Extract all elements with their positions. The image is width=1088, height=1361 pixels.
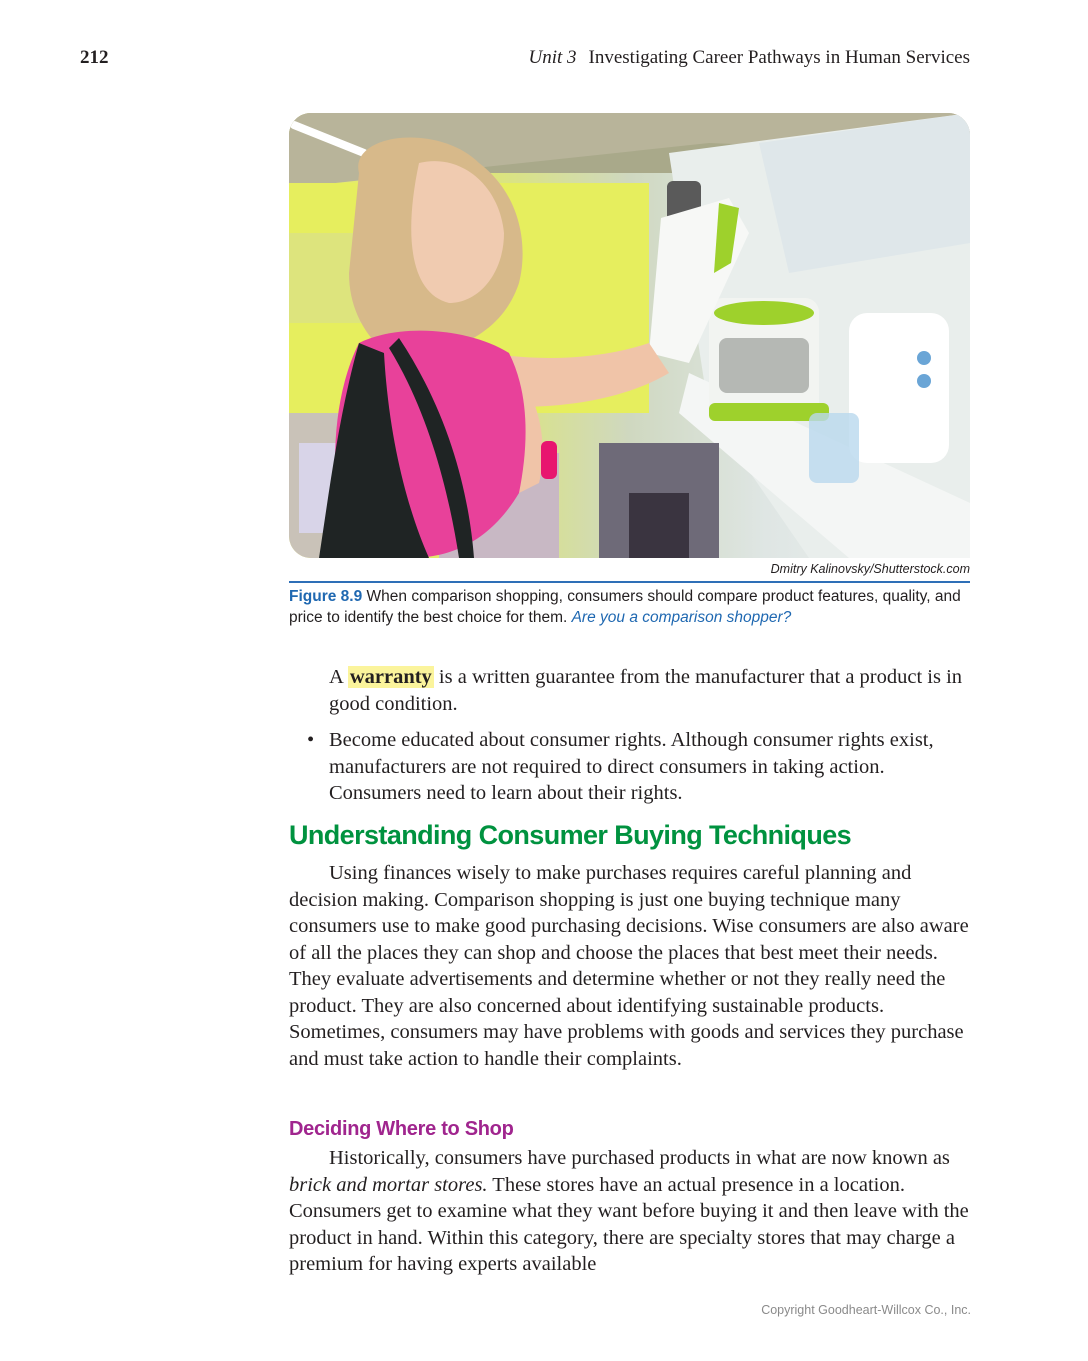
unit-label: Unit 3 xyxy=(528,47,577,68)
figure-label: Figure 8.9 xyxy=(289,588,363,605)
bullet-list-item xyxy=(307,727,979,807)
figure-photo xyxy=(289,113,970,558)
caption-rule xyxy=(289,581,970,583)
paragraph-start: Historically, consumers have purchased products in what are now known as xyxy=(329,1147,950,1169)
warranty-prefix: A xyxy=(329,666,348,688)
section-paragraph: Using finances wisely to make purchases requires careful planning and decision making. Comparison shopping is just one buying technique many consumers use to make good purchasing decisions. Wise consumers are also aware of all the places they can shop and choose the places that best meet their needs. They evaluate advertisements and determine whether or not they really need the product. They are also concerned about identifying sustainable products. Sometimes, consumers may have problems with goods and services they purchase and must take action to handle their complaints. xyxy=(289,862,969,1070)
key-term-brick-and-mortar: brick and mortar stores. xyxy=(289,1173,488,1196)
page-header xyxy=(80,47,970,75)
warranty-term[interactable]: warranty xyxy=(349,666,432,688)
bullet-text: Become educated about consumer rights. Although consumer rights exist, manufacturers are not required to direct consumers in taking action. Consumers need to learn about their rights. xyxy=(329,729,934,804)
unit-title: Investigating Career Pathways in Human Services xyxy=(588,47,970,68)
warranty-definition-text: is a written guarantee from the manufacturer that a product is in good condition. xyxy=(329,666,963,715)
paragraph-end: These stores have an actual presence in a location. Consumers get to examine what they want before buying it and then leave with the product in hand. Within this category, there are specialty stores that may charge a premium for having experts available xyxy=(289,1173,969,1275)
running-head xyxy=(528,47,970,69)
caption-text: When comparison shopping, consumers should compare product features, quality, and price to identify the best choice for them. xyxy=(289,588,961,626)
bullet-icon: • xyxy=(307,729,315,751)
copyright-footer: Copyright Goodheart-Willcox Co., Inc. xyxy=(761,1303,971,1317)
caption-question: Are you a comparison shopper? xyxy=(571,609,792,626)
subsection-heading: Deciding Where to Shop xyxy=(289,1118,514,1140)
photo-credit: Dmitry Kalinovsky/Shutterstock.com xyxy=(770,562,970,576)
figure-caption xyxy=(289,586,979,628)
subsection-paragraph xyxy=(289,1145,979,1278)
page-number: 212 xyxy=(80,47,109,68)
shopping-woman-illustration xyxy=(289,113,970,558)
warranty-definition xyxy=(329,664,969,717)
section-heading: Understanding Consumer Buying Techniques xyxy=(289,820,852,850)
